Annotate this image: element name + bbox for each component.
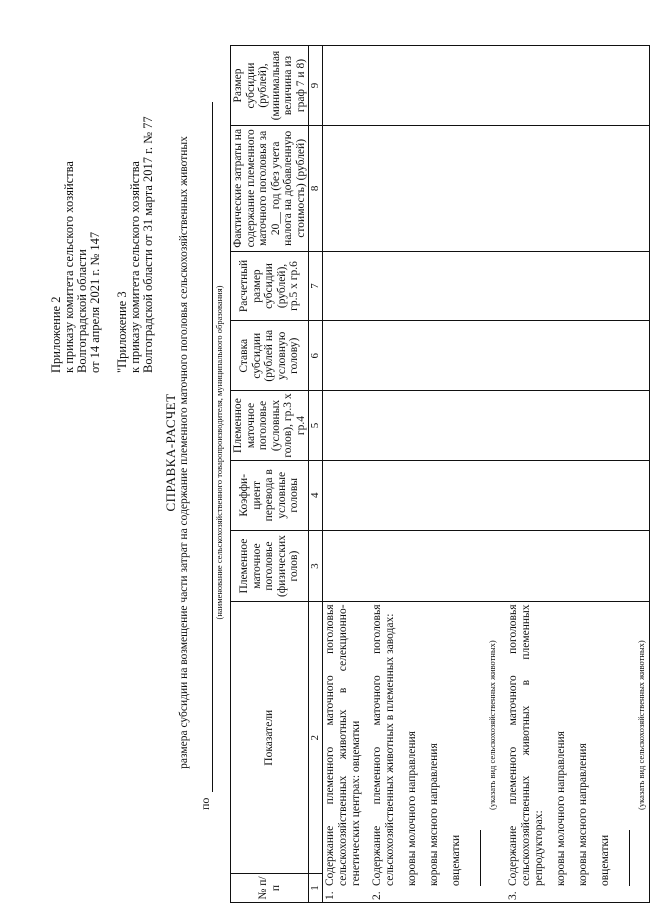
animal-kind-caption: (указать вид сельскохозяйственных животных) (486, 640, 497, 810)
animal-kind-blank (472, 604, 485, 900)
index-cell: 6 (309, 321, 323, 391)
header-num: № п/п (231, 874, 309, 903)
index-cell: 4 (309, 460, 323, 530)
annex-line: Волгоградской области от 31 марта 2017 г. № 77 (141, 116, 155, 373)
data-cell (322, 321, 649, 391)
list-item (371, 604, 397, 900)
data-cell (322, 391, 649, 461)
sub-item: коровы молочного направления (554, 731, 567, 886)
header-col3: Племенное маточное поголовье (физических голов) (231, 530, 309, 602)
sub-item: коровы мясного направления (576, 743, 589, 886)
sub-item: овцематки (449, 834, 462, 886)
item-number: 1. (323, 891, 336, 900)
header-col4: Коэффи-циент перевода в условные головы (231, 460, 309, 530)
item-text: Содержание племенного маточного поголовья сельскохозяйственных животных в племенных заводах: (370, 604, 396, 886)
subsidy-table (230, 45, 650, 903)
header-col5: Племенное маточное поголовье (условных голов), гр.3 х гр.4 (231, 391, 309, 461)
blank-line (480, 830, 481, 886)
animal-kind-blank (621, 604, 634, 900)
annex-line: "Приложение 3 (115, 291, 129, 373)
index-cell: 3 (309, 530, 323, 602)
annex-line: к приказу комитета сельского хозяйства (62, 161, 76, 373)
table-index-row (309, 46, 323, 903)
annex-line: Волгоградской области (75, 249, 89, 373)
header-col7: Расчетный размер субсидии (рублей), гр.5 х гр.6 (231, 251, 309, 321)
index-cell: 7 (309, 251, 323, 321)
producer-caption: (наименование сельскохозяйственного товаропроизводителя, муниципального образования) (214, 285, 224, 620)
index-cell: 5 (309, 391, 323, 461)
indicators-cell (322, 602, 649, 903)
list-item (507, 604, 546, 900)
indicators-list (324, 604, 648, 900)
header-indicators: Показатели (231, 602, 309, 874)
item-text: Содержание племенного маточного поголовья сельскохозяйственных животных в племенных репродукторах: (506, 604, 545, 886)
producer-blank-line (202, 102, 213, 792)
item-number: 2. (370, 891, 383, 900)
sub-item: коровы молочного направления (405, 731, 418, 886)
blank-line (629, 830, 630, 886)
header-col6: Ставка субсидии (рублей на условную голову) (231, 321, 309, 391)
data-cell (322, 460, 649, 530)
annex-line: Приложение 2 (49, 296, 63, 373)
document-subtitle: размера субсидии на возмещение части затрат на содержание племенного маточного поголовья сельскохозяйственных животных (178, 136, 190, 769)
data-cell (322, 46, 649, 126)
sub-item: овцематки (598, 834, 611, 886)
sub-item: коровы мясного направления (427, 743, 440, 886)
header-col8: Фактические затраты на содержание племенного маточного поголовья за 20__ год (без учета налога на добавленную стоимость) (рублей) (231, 126, 309, 252)
document-title: СПРАВКА-РАСЧЕТ (163, 393, 178, 512)
item-number: 3. (506, 891, 519, 900)
annex-line: к приказу комитета сельского хозяйства (128, 161, 142, 373)
header-col9: Размер субсидии (рублей), (минимальная величина из граф 7 и 8) (231, 46, 309, 126)
index-cell: 2 (309, 602, 323, 874)
table-header-row (231, 46, 309, 903)
index-cell: 1 (309, 874, 323, 903)
po-label: по (198, 797, 212, 810)
producer-line (198, 102, 213, 810)
data-cell (322, 126, 649, 252)
data-cell (322, 251, 649, 321)
item-text: Содержание племенного маточного поголовья сельскохозяйственных животных в селекционно-генетических центрах: овцематки (323, 604, 362, 886)
annex-line: от 14 апреля 2021 г. № 147 (88, 231, 102, 373)
animal-kind-caption: (указать вид сельскохозяйственных животных) (635, 640, 646, 810)
list-item (324, 604, 363, 900)
table-body-row (322, 46, 649, 903)
data-cell (322, 530, 649, 602)
annex-block (50, 73, 155, 373)
index-cell: 9 (309, 46, 323, 126)
index-cell: 8 (309, 126, 323, 252)
